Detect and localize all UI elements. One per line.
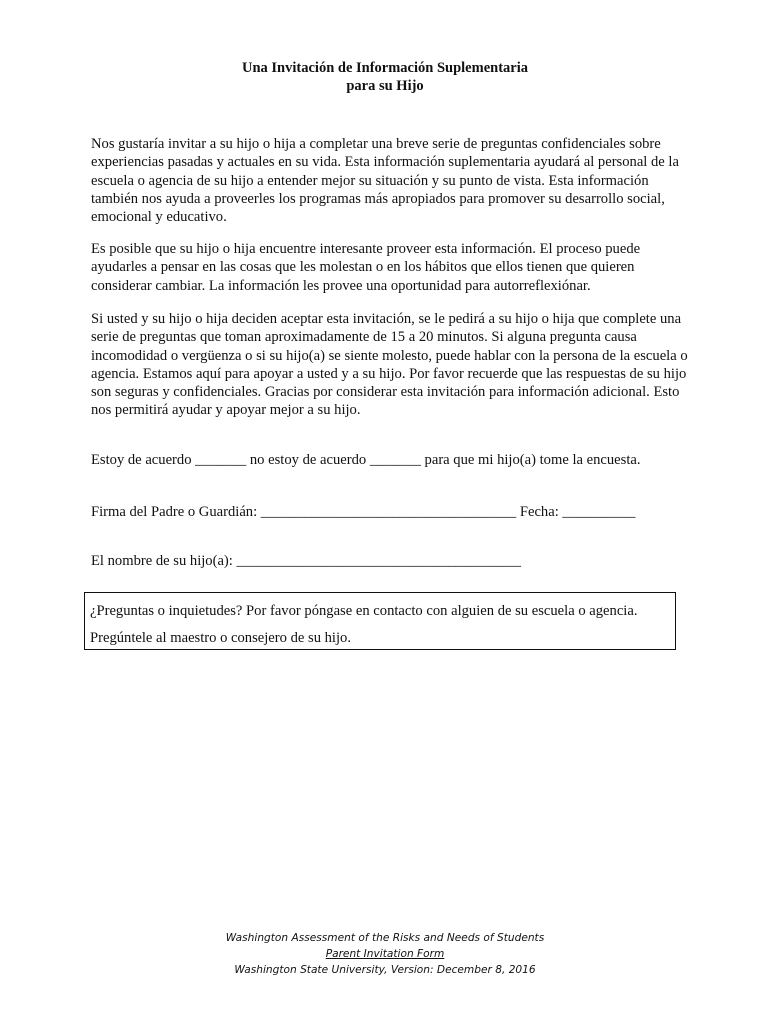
title-line-1: Una Invitación de Información Suplementaria <box>242 60 528 76</box>
signature-date-line: Firma del Padre o Guardián: ___________________________________ Fecha: __________ <box>91 504 636 520</box>
footer-version: Washington State University, Version: December 8, 2016 <box>234 964 536 976</box>
child-name-line: El nombre de su hijo(a): _______________________________________ <box>91 553 522 569</box>
document-title <box>0 59 770 95</box>
footer-assessment-name: Washington Assessment of the Risks and Needs of Students <box>225 932 545 944</box>
footer-form-name: Parent Invitation Form <box>325 948 445 960</box>
contact-info-box <box>84 592 676 650</box>
title-line-2: para su Hijo <box>346 78 424 94</box>
consent-details-paragraph: Si usted y su hijo o hija deciden aceptar esta invitación, se le pedirá a su hijo o hija que complete una serie de preguntas que toman aproximadamente de 15 a 20 minutos. Si alguna pregunta causa incomodidad o vergüenza o si su hijo(a) se siente molesto, puede hablar con la persona de la escuela o agencia. Estamos aquí para apoyar a usted y a su hijo. Por favor recuerde que las respuestas de su hijo son seguras y confidenciales. Gracias por considerar esta invitación para información adicional. Esto nos permitirá ayudar y apoyar mejor a su hijo. <box>91 311 688 419</box>
agreement-line: Estoy de acuerdo _______ no estoy de acuerdo _______ para que mi hijo(a) tome la encuesta. <box>91 452 641 468</box>
document-footer <box>0 930 770 978</box>
contact-advice-text: Pregúntele al maestro o consejero de su hijo. <box>90 630 351 646</box>
contact-question-text: ¿Preguntas o inquietudes? Por favor póngase en contacto con alguien de su escuela o agencia. <box>90 603 638 619</box>
intro-paragraph: Nos gustaría invitar a su hijo o hija a completar una breve serie de preguntas confidenciales sobre experiencias pasadas y actuales en su vida. Esta información suplementaria ayudará al personal de la escuela o agencia de su hijo a entender mejor su situación y su punto de vista. Esta información también nos ayuda a proveerles los programas más apropiados para promover su desarrollo social, emocional y educativo. <box>91 136 679 226</box>
benefit-paragraph: Es posible que su hijo o hija encuentre interesante proveer esta información. El proceso puede ayudarles a pensar en las cosas que les molestan o en los hábitos que ellos tienen que quieren considerar cambiar. La información les provee una oportunidad para autorreflexiónar. <box>91 241 641 294</box>
